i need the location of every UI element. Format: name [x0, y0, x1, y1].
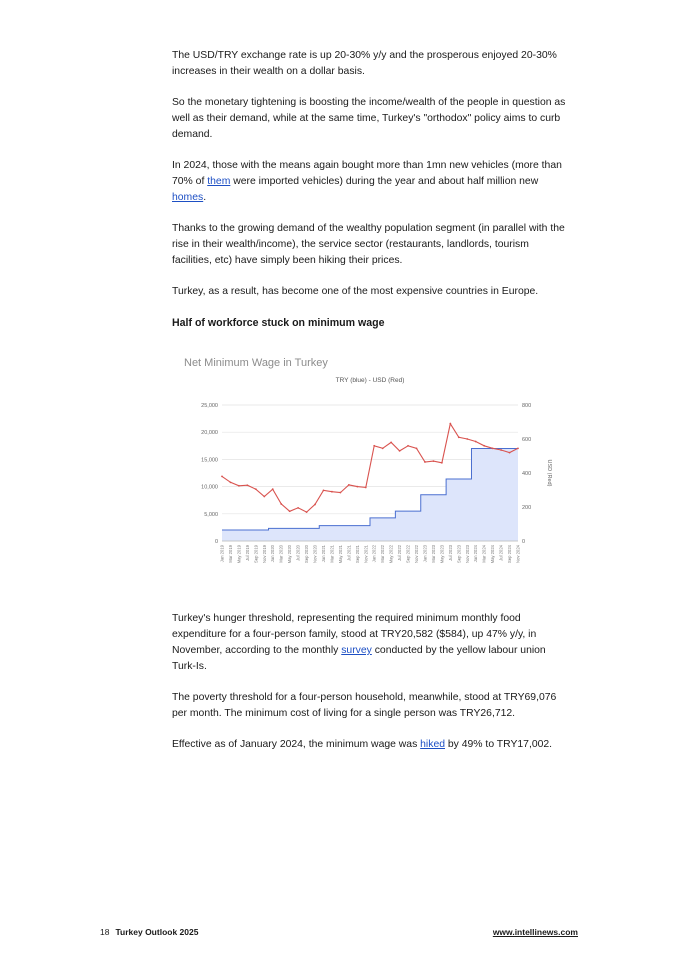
right-tick-label: 600 — [522, 437, 532, 443]
left-tick-label: 20,000 — [201, 430, 218, 437]
usd-point — [272, 488, 274, 490]
x-tick-label: Nov 2020 — [312, 545, 318, 563]
right-tick-label: 800 — [522, 403, 532, 409]
x-tick-label: May 2022 — [388, 545, 394, 564]
x-tick-label: Jan 2021 — [320, 545, 326, 563]
usd-point — [297, 507, 299, 509]
x-tick-label: Sep 2023 — [456, 545, 462, 563]
x-tick-label: Mar 2019 — [227, 545, 233, 563]
usd-point — [500, 449, 502, 451]
chart-svg — [178, 351, 558, 581]
x-tick-label: Jan 2023 — [422, 545, 428, 563]
left-tick-label: 15,000 — [201, 457, 218, 464]
usd-point — [483, 445, 485, 447]
inline-link[interactable]: survey — [341, 645, 372, 656]
usd-point — [340, 492, 342, 494]
usd-point — [458, 436, 460, 438]
usd-point — [382, 447, 384, 449]
x-tick-label: Nov 2019 — [261, 545, 267, 563]
x-tick-label: Nov 2022 — [414, 545, 420, 563]
x-tick-label: Jul 2024 — [498, 545, 504, 561]
x-tick-label: Mar 2022 — [380, 545, 386, 563]
usd-point — [466, 438, 468, 440]
inline-link[interactable]: homes — [172, 192, 204, 203]
usd-point — [280, 503, 282, 505]
x-tick-label: Jan 2020 — [270, 545, 276, 563]
x-tick-label: May 2024 — [490, 545, 496, 564]
usd-point — [306, 511, 308, 513]
right-axis-label: USD (Red) — [546, 459, 552, 487]
usd-point — [449, 423, 451, 425]
paragraph-p6 — [172, 611, 570, 675]
usd-point — [441, 462, 443, 464]
x-tick-label: May 2020 — [287, 545, 293, 564]
usd-point — [289, 510, 291, 512]
usd-point — [407, 445, 409, 447]
x-tick-label: Jul 2021 — [346, 545, 352, 561]
usd-point — [433, 460, 435, 462]
paragraph-text: . — [203, 192, 207, 203]
paragraph-text: The USD/TRY exchange rate is up 20-30% y/y and the prosperous enjoyed 20-30% increases in their wealth on a dollar basis. — [172, 50, 557, 77]
x-tick-label: May 2019 — [236, 545, 242, 564]
usd-point — [509, 452, 511, 454]
x-tick-label: May 2023 — [439, 545, 445, 564]
right-tick-label: 200 — [522, 505, 532, 511]
usd-point — [365, 487, 367, 489]
inline-link[interactable]: hiked — [420, 739, 445, 750]
paragraph-p1 — [172, 48, 570, 80]
usd-point — [348, 484, 350, 486]
usd-point — [323, 489, 325, 491]
x-tick-label: Mar 2021 — [329, 545, 335, 563]
inline-link[interactable]: them — [207, 176, 231, 187]
x-tick-label: Jan 2024 — [473, 545, 479, 563]
paragraph-text: So the monetary tightening is boosting the income/wealth of the people in question as well as their demand, while at the same time, Turkey's "orthodox" policy aims to curb demand. — [172, 97, 566, 140]
footer-left — [100, 927, 198, 937]
paragraph-text: Turkey, as a result, has become one of the most expensive countries in Europe. — [172, 286, 539, 297]
x-tick-label: Sep 2020 — [304, 545, 310, 563]
usd-point — [246, 484, 248, 486]
right-tick-label: 0 — [522, 539, 526, 545]
usd-point — [230, 481, 232, 483]
x-tick-label: May 2021 — [337, 545, 343, 564]
paragraph-group-top — [172, 48, 570, 300]
x-tick-label: Sep 2021 — [354, 545, 360, 563]
usd-point — [255, 488, 257, 490]
x-tick-label: Mar 2020 — [278, 545, 284, 563]
usd-point — [314, 504, 316, 506]
chart-title: Net Minimum Wage in Turkey — [184, 357, 328, 369]
usd-point — [356, 486, 358, 488]
right-tick-label: 400 — [522, 471, 532, 477]
x-tick-label: Jan 2022 — [371, 545, 377, 563]
section-heading: Half of workforce stuck on minimum wage — [172, 317, 385, 329]
left-tick-label: 25,000 — [201, 403, 218, 409]
usd-point — [424, 461, 426, 463]
usd-point — [399, 450, 401, 452]
paragraph-p4 — [172, 221, 570, 269]
paragraph-text: The poverty threshold for a four-person household, meanwhile, stood at TRY69,076 per month. The minimum cost of living for a single person was TRY26,712. — [172, 692, 557, 719]
paragraph-group-bottom — [172, 611, 570, 753]
paragraph-p8 — [172, 737, 570, 753]
x-tick-label: Jul 2023 — [447, 545, 453, 561]
left-tick-label: 5,000 — [204, 511, 218, 518]
chart-legend: TRY (blue) - USD (Red) — [335, 377, 405, 384]
paragraph-text: Turkey's hunger threshold, representing the required minimum monthly food expenditure for a four-person family, stood at TRY20,582 ($584), up 47% y/y, in November, according to the monthly — [172, 613, 537, 656]
paragraph-text: conducted by the yellow labour union Turk-Is. — [172, 645, 546, 672]
x-tick-label: Jul 2019 — [244, 545, 250, 561]
left-tick-label: 10,000 — [201, 484, 218, 491]
x-tick-label: Sep 2019 — [253, 545, 259, 563]
x-tick-label: Mar 2023 — [430, 545, 436, 563]
usd-point — [416, 447, 418, 449]
x-tick-label: Jan 2019 — [219, 545, 225, 563]
site-link[interactable]: www.intellinews.com — [492, 927, 578, 937]
usd-point — [331, 491, 333, 493]
usd-point — [221, 476, 223, 478]
usd-point — [492, 447, 494, 449]
paragraph-p2 — [172, 95, 570, 143]
publication-name: Turkey Outlook 2025 — [115, 927, 199, 937]
page-number: 18 — [100, 927, 110, 937]
paragraph-text: In 2024, those with the means again bought more than 1mn new vehicles (more than 70% of — [172, 160, 562, 187]
x-tick-label: Sep 2024 — [507, 545, 513, 563]
paragraph-text: were imported vehicles) during the year and about half million new — [230, 176, 539, 187]
paragraph-text: Effective as of January 2024, the minimum wage was — [172, 739, 421, 750]
paragraph-text: Thanks to the growing demand of the wealthy population segment (in parallel with the rise in their wealth/income), the service sector (restaurants, landlords, tourism facilities, etc) have simply been hiking their prices. — [172, 223, 565, 266]
x-tick-label: Jul 2022 — [397, 545, 403, 561]
usd-point — [263, 496, 265, 498]
x-tick-label: Jul 2020 — [295, 545, 301, 561]
x-tick-label: Nov 2024 — [515, 545, 521, 563]
usd-point — [390, 442, 392, 444]
paragraph-p3 — [172, 158, 570, 206]
x-tick-label: Nov 2023 — [464, 545, 470, 563]
x-tick-label: Sep 2022 — [405, 545, 411, 563]
usd-point — [238, 485, 240, 487]
usd-point — [475, 441, 477, 443]
left-tick-label: 0 — [214, 539, 218, 545]
usd-point — [517, 447, 519, 449]
usd-point — [373, 445, 375, 447]
paragraph-p5 — [172, 284, 570, 300]
x-tick-label: Nov 2021 — [363, 545, 369, 563]
article-body — [172, 48, 570, 768]
x-tick-label: Mar 2024 — [481, 545, 487, 563]
paragraph-text: by 49% to TRY17,002. — [445, 739, 553, 750]
minimum-wage-chart — [178, 351, 558, 581]
paragraph-p7 — [172, 690, 570, 722]
